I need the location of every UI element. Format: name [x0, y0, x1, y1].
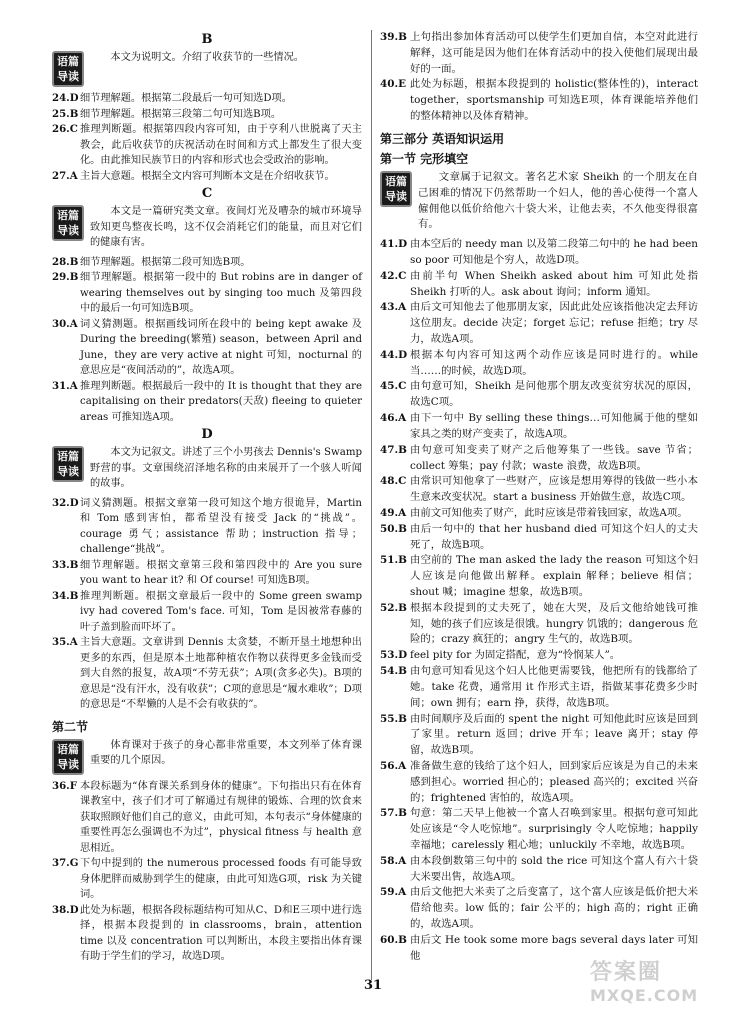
badge-line1: 语篇 [57, 209, 79, 222]
answer-item [380, 648, 698, 664]
answer-item [380, 854, 698, 886]
section-d-letter: D [201, 427, 213, 442]
answer-item [380, 712, 698, 759]
answer-number: 32.D [52, 496, 79, 509]
answer-item [380, 269, 698, 301]
answer-item [52, 91, 362, 107]
answer-item [52, 496, 362, 558]
answer-item [52, 379, 362, 426]
answer-explanation: 细节理解题。根据第一段中的 But robins are in danger of wearing themselves out by singing too much 及第四段中的最后一句可知选B项。 [80, 272, 362, 314]
answer-explanation: 由空前的 The man asked the lady the reason 可知这个妇人应该是向他做出解释。explain 解释；believe 相信；shout 喊；imagine 想象，故选B项。 [410, 554, 698, 598]
answer-explanation: 句意：第二天早上他被一个富人召唤到家里。根据句意可知此处应该是“令人吃惊地”。surprisingly 令人吃惊地；happily 幸福地；carelessly 粗心地；unluckily 不幸地，故选B项。 [410, 807, 698, 851]
answer-number: 53.D [380, 649, 408, 662]
answer-item [380, 522, 698, 554]
answer-explanation: 由句意可知，Sheikh 是问他那个朋友改变贫穷状况的原因，故选C项。 [410, 380, 698, 409]
answer-number: 50.B [380, 522, 407, 535]
answer-item [52, 635, 362, 713]
cloze-items [380, 237, 698, 964]
answer-number: 38.D [52, 903, 79, 916]
answer-item [380, 553, 698, 600]
answer-explanation: 由句意可知变卖了财产之后他筹集了一些钱。save 节省；collect 筹集；pay 付款；waste 浪费，故选B项。 [410, 443, 698, 472]
guide-text: 本文为说明文。介绍了收获节的一些情况。 [110, 52, 304, 63]
answer-number: 37.G [52, 857, 79, 869]
answer-number: 26.C [52, 123, 78, 135]
answer-number: 36.F [52, 779, 77, 792]
answer-number: 55.B [380, 712, 407, 725]
answer-explanation: 由后文可知他去了他那朋友家，因此此处应该指他决定去拜访这位朋友。decide 决定；forget 忘记；refuse 拒绝；try 尽力，故选A项。 [410, 301, 698, 345]
cloze-guide [380, 170, 698, 233]
answer-item [380, 664, 698, 711]
answer-item [52, 779, 362, 857]
watermark-line2: MXQE.COM [590, 986, 699, 1005]
answer-explanation: feel pity for 为固定搭配，意为“怜悯某人”。 [410, 649, 621, 662]
answer-explanation: 由后文 He took some more bags several days later 可知他 [410, 933, 698, 962]
answer-explanation: 细节理解题。根据文章第三段和第四段中的 Are you sure you want to hear it? 和 Of course! 可知选B项。 [80, 559, 362, 586]
badge-line2: 导读 [57, 757, 79, 771]
answer-item [380, 806, 698, 853]
answer-number: 48.C [380, 475, 407, 488]
answer-number: 39.B [380, 31, 407, 43]
page-number: 31 [364, 978, 383, 993]
answer-explanation: 细节理解题。根据第三段第二句可知选B项。 [80, 108, 282, 120]
answer-explanation: 由前文可知他卖了财产，此时应该是带着钱回家，故选A项。 [410, 506, 688, 519]
badge-line2: 导读 [57, 70, 79, 83]
answer-number: 30.A [52, 317, 78, 330]
answer-explanation: 词义猜测题。根据文章第一段可知这个地方很诡异，Martin 和 Tom 感到害怕，都希望没有接受 Jack 的“挑战”。courage 勇气；assistance 帮助；instruction 指导；challenge“挑战”。 [80, 497, 362, 555]
guide-badge [52, 446, 84, 482]
answer-number: 46.A [380, 412, 407, 425]
guide-text: 文章属于记叙文。著名艺术家 Sheikh 的一个朋友在自己困难的情况下仍然帮助一个妇人，他的善心使得一个富人僱佣他以低价给他六十袋大米，让他去卖，不久他变得很富有。 [418, 170, 698, 231]
answer-number: 25.B [52, 107, 79, 120]
section-two-continued-items [380, 30, 698, 125]
answer-number: 24.D [52, 92, 79, 104]
section-c-guide [52, 204, 362, 251]
guide-badge [52, 205, 84, 241]
answer-item [52, 856, 362, 903]
answer-number: 56.A [380, 759, 407, 772]
answer-explanation: 下句中提到的 the numerous processed foods 有可能导致身体肥胖而威胁到学生的健康，由此可知选G项，risk 为关键词。 [80, 858, 362, 900]
section-d-items [52, 496, 362, 713]
badge-line1: 语篇 [385, 174, 407, 188]
watermark-line1: 答案圈 [590, 960, 663, 985]
answer-item [52, 270, 362, 317]
section-b-items [52, 91, 362, 184]
section-c-items [52, 255, 362, 426]
answer-item [380, 506, 698, 522]
badge-line2: 导读 [385, 189, 407, 203]
answer-item [380, 30, 698, 77]
site-watermark [590, 955, 738, 1005]
answer-item [52, 589, 362, 636]
answer-item [380, 348, 698, 380]
answer-number: 43.A [380, 301, 407, 314]
section-two-items [52, 779, 362, 965]
answer-item [52, 317, 362, 379]
answer-explanation: 准备做生意的钱给了这个妇人，回到家后应该是为自己的未来感到担心。worried 担心的；pleased 高兴的；excited 兴奋的；frightened 害怕的，故选A项。 [410, 759, 698, 804]
guide-text: 本文为记叙文。讲述了三个小男孩去 Dennis's Swamp 野营的事。文章围绕沼泽地名称的由来展开了一个骇人听闻的故事。 [90, 447, 362, 489]
guide-badge [52, 739, 84, 775]
part-three-title: 第三部分 英语知识运用 [380, 131, 505, 146]
answer-item [380, 885, 698, 932]
badge-line2: 导读 [57, 224, 79, 237]
answer-number: 59.A [380, 886, 407, 899]
answer-item [52, 903, 362, 965]
guide-text: 体育课对于孩子的身心都非常重要，本文列举了体育课重要的几个原因。 [90, 739, 362, 766]
answer-explanation: 推理判断题。根据文章最后一段中的 Some green swamp ivy had covered Tom's face. 可知，Tom 是因被常春藤的叶子盖到脸而吓坏了。 [80, 590, 362, 633]
answer-number: 52.B [380, 601, 407, 614]
answer-explanation: 推理判断题。根据第四段内容可知，由于亨利八世脱离了天主教会，此后收获节的庆祝活动在时间和方式上都发生了很大变化。由此推知民族节日的内容和形式也会受政治的影响。 [80, 124, 362, 166]
badge-line1: 语篇 [57, 55, 79, 68]
answer-explanation: 根据本段提到的丈夫死了，她在大哭，及后文他给她钱可推知，她的孩子们应该是很饿。hungry 饥饿的；dangerous 危险的；crazy 疯狂的；angry 生气的，故选B项。 [410, 601, 698, 646]
answer-explanation: 由下一句中 By selling these things…可知他属于他的壁如家具之类的财产变卖了，故选A项。 [410, 412, 698, 440]
answer-number: 42.C [380, 269, 407, 282]
left-column [52, 30, 362, 965]
answer-explanation: 由句意可知看见这个妇人比他更需要钱，他把所有的钱都给了她。take 花费，通常用 it 作形式主语，指做某事花费多少时间；own 拥有；earn 挣，获得，故选B项。 [410, 665, 698, 709]
answer-number: 60.B [380, 933, 407, 946]
answer-explanation: 由本空后的 needy man 以及第二段第二句中的 he had been so poor 可知他是个穷人，故选D项。 [410, 238, 698, 266]
answer-item [380, 379, 698, 411]
answer-explanation: 由本段倒数第三句中的 sold the rice 可知这个富人有六十袋大米要出售，故选A项。 [410, 854, 698, 883]
section-b-guide [52, 50, 362, 87]
answer-item [380, 237, 698, 269]
answer-number: 27.A [52, 169, 78, 182]
guide-text: 本文是一篇研究类文章。夜间灯光及嘈杂的城市环境导致知更鸟整夜长鸣，这不仅会消耗它们的能量，而且对它们的健康有害。 [90, 206, 362, 248]
answer-item [380, 300, 698, 347]
answer-number: 44.D [380, 348, 408, 361]
answer-explanation: 此处为标题，根据各段标题结构可知从C、D和E三项中进行选择，根据本段提到的 in classrooms，brain，attention time 以及 concentration 可以判断出，本段主要指出体育课有助于学生们的学习，故选D项。 [80, 904, 362, 962]
answer-number: 57.B [380, 807, 407, 820]
badge-line1: 语篇 [57, 450, 79, 463]
answer-explanation: 此处为标题，根据本段提到的 holistic(整体性的)，interact together，sportsmanship 可知选E项，体育课能培养他们的整体精神以及体育精神。 [410, 78, 698, 123]
answer-number: 33.B [52, 558, 79, 571]
answer-item [52, 255, 362, 271]
answer-explanation: 由后文他把大米卖了之后变富了，这个富人应该是低价把大米借给他卖。low 低的；fair 公平的；high 高的；right 正确的，故选A项。 [410, 886, 698, 931]
answer-explanation: 本段标题为“体育课关系到身体的健康”。下句指出只有在体育课教室中，孩子们才可了解通过有规律的锻炼、合理的饮食来获取照顾好他们自己的意义，由此可知，本句表示“身体健康的重要性再怎么强调也不为过”，physical fitness 与 health 意思相近。 [80, 780, 362, 854]
answer-number: 47.B [380, 443, 407, 456]
answer-item [52, 169, 362, 185]
answer-item [52, 107, 362, 123]
answer-explanation: 由常识可知他拿了一些财产，应该是想用筹得的钱做一些小本生意来改变状况。start a business 开始做生意，故选C项。 [410, 475, 698, 504]
guide-badge [52, 51, 84, 87]
section-b-letter: B [201, 32, 213, 47]
answer-number: 51.B [380, 554, 407, 567]
answer-explanation: 细节理解题。根据第二段可知选B项。 [80, 256, 251, 268]
answer-number: 45.C [380, 380, 407, 393]
answer-item [380, 601, 698, 648]
answer-number: 58.A [380, 854, 407, 867]
answer-explanation: 由后一句中的 that her husband died 可知这个妇人的丈夫死了，故选B项。 [410, 522, 698, 551]
answer-item [380, 759, 698, 806]
answer-explanation: 推理判断题。根据最后一段中的 It is thought that they are capitalising on their predators(天敌) fleeing to quieter areas 可推知选A项。 [80, 380, 362, 423]
section-d-guide [52, 445, 362, 492]
section-two-guide [52, 738, 362, 775]
right-column [380, 30, 698, 965]
answer-number: 34.B [52, 589, 79, 602]
answer-number: 54.B [380, 665, 407, 678]
answer-number: 29.B [52, 271, 79, 283]
answer-explanation: 上句指出参加体育活动可以使学生们更加自信，本空对此进行解释，这可能是因为他们在体育活动中的投入使他们展现出最好的一面。 [410, 31, 698, 75]
answer-item [380, 411, 698, 443]
answer-number: 31.A [52, 379, 78, 392]
answer-item [380, 443, 698, 475]
answer-explanation: 主旨大意题。文章讲到 Dennis 太贪婪，不断开垦土地想种出更多的东西，但是原本土地都种植农作物以获得更多金钱而受到大自然的报复，故A项“不劳无获”；A项(贪多必失)。B项的意思是“没有汗水，没有收获”；C项的意思是“履水难收”；D项的意思是“不犁懒的人是不会有收获的”。 [80, 637, 362, 710]
section-two-title: 第二节 [52, 719, 89, 734]
answer-number: 28.B [52, 255, 79, 268]
answer-number: 41.D [380, 238, 408, 251]
cloze-subtitle: 第一节 完形填空 [380, 151, 469, 166]
guide-badge [380, 171, 412, 207]
section-c-letter: C [201, 186, 213, 201]
answer-number: 49.A [380, 506, 407, 519]
badge-line2: 导读 [57, 465, 79, 478]
answer-item [380, 77, 698, 124]
answer-item [52, 558, 362, 589]
answer-explanation: 细节理解题。根据第二段最后一句可知选D项。 [80, 93, 292, 104]
answer-item [380, 474, 698, 506]
answer-explanation: 根据本句内容可知这两个动作应该是同时进行的。while 当……的时候，故选D项。 [410, 348, 698, 377]
answer-explanation: 主旨大意题。根据全文内容可判断本文是在介绍收获节。 [80, 170, 335, 182]
column-divider [371, 30, 372, 980]
answer-explanation: 由时间顺序及后面的 spent the night 可知他此时应该是回到了家里。return 返回；drive 开车；leave 离开；stay 停留，故选B项。 [410, 712, 698, 757]
answer-number: 40.E [380, 78, 406, 91]
badge-line1: 语篇 [57, 742, 79, 756]
answer-item [52, 122, 362, 169]
answer-explanation: 词义猜测题。根据画线词所在段中的 being kept awake 及 During the breeding(繁殖) season，between April and June，they are very active at night 可知，nocturnal 的意思应是“夜间活动的”，故选A项。 [80, 318, 362, 376]
answer-explanation: 由前半句 When Sheikh asked about him 可知此处指 Sheikh 打听的人。ask about 询问；inform 通知。 [410, 269, 698, 298]
answer-number: 35.A [52, 636, 78, 648]
